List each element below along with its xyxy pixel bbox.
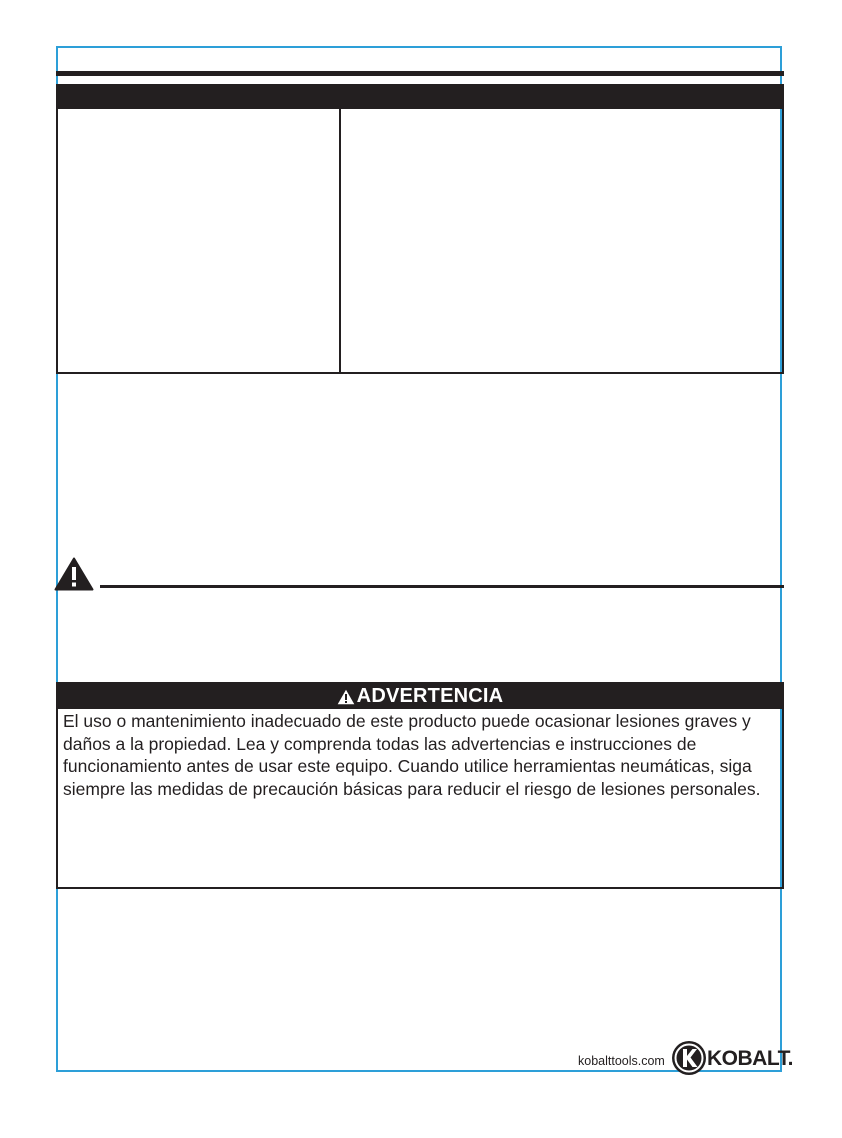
caution-triangle-icon xyxy=(54,557,94,591)
warning-header xyxy=(58,684,782,709)
brand-wordmark: KOBALT. xyxy=(707,1047,793,1070)
top-rule xyxy=(56,71,784,76)
warning-box xyxy=(56,682,784,889)
top-table-divider xyxy=(339,108,341,372)
kobalt-logo xyxy=(671,1040,793,1076)
caution-rule xyxy=(100,585,784,588)
warning-title: ADVERTENCIA xyxy=(356,685,504,707)
footer-url: kobalttools.com xyxy=(578,1054,665,1068)
kobalt-k-logo-icon xyxy=(671,1040,707,1076)
warning-triangle-icon xyxy=(337,689,355,705)
top-table-box xyxy=(56,108,784,374)
top-header-bar xyxy=(56,84,784,109)
warning-body: El uso o mantenimiento inadecuado de este producto puede ocasionar lesiones graves y daños a la propiedad. Lea y comprenda todas las advertencias e instrucciones de funcionamiento antes de usar este equipo. Cuando utilice herramientas neumáticas, siga siempre las medidas de precaución básicas para reducir el riesgo de lesiones personales. xyxy=(63,711,761,799)
